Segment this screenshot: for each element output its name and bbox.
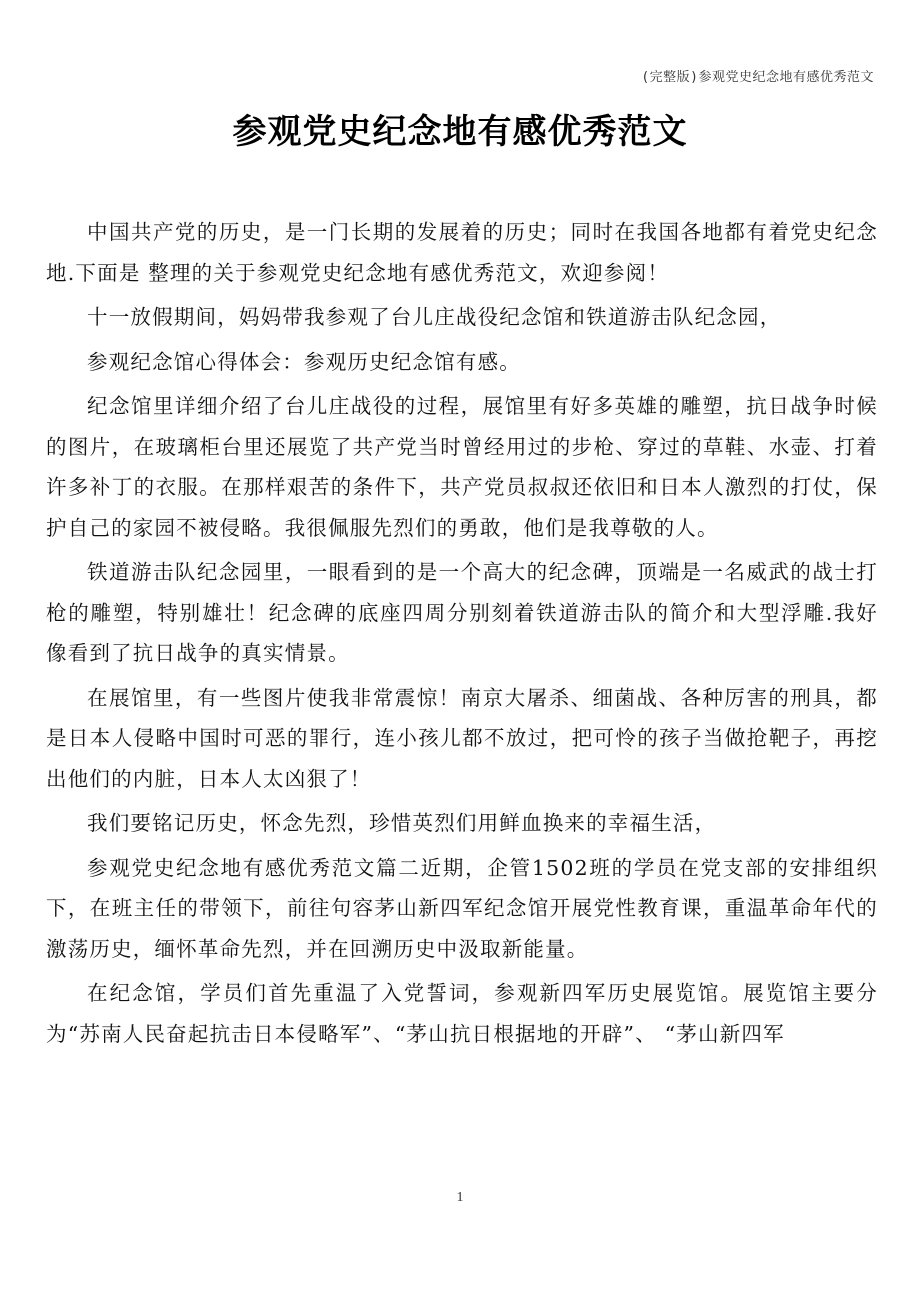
paragraph: 在展馆里，有一些图片使我非常震惊！南京大屠杀、细菌战、各种厉害的刑具，都是日本人侵略中国时可恶的罪行，连小孩儿都不放过，把可怜的孩子当做抢靶子，再挖出他们的内脏，日本人太凶狠了！ <box>46 685 878 791</box>
paragraph: 参观纪念馆心得体会：参观历史纪念馆有感。 <box>87 349 521 374</box>
paragraph: 在纪念馆，学员们首先重温了入党誓词，参观新四军历史展览馆。展览馆主要分为“苏南人民奋起抗击日本侵略军”、“茅山抗日根据地的开辟”、 “茅山新四军 <box>46 981 878 1046</box>
document-body <box>46 212 878 1058</box>
paragraph: 纪念馆里详细介绍了台儿庄战役的过程，展馆里有好多英雄的雕塑，抗日战争时候的图片，在玻璃柜台里还展览了共产党当时曾经用过的步枪、穿过的草鞋、水壶、打着许多补丁的衣服。在那样艰苦的条件下，共产党员叔叔还依旧和日本人激烈的打仗，保护自己的家园不被侵略。我很佩服先烈们的勇敢，他们是我尊敬的人。 <box>46 394 878 540</box>
document-title: 参观党史纪念地有感优秀范文 <box>232 112 688 152</box>
paragraph: 铁道游击队纪念园里，一眼看到的是一个高大的纪念碑，顶端是一名威武的战士打枪的雕塑，特别雄壮！纪念碑的底座四周分别刻着铁道游击队的简介和大型浮雕.我好像看到了抗日战争的真实情景。 <box>46 560 878 665</box>
page-number: 1 <box>456 1190 464 1205</box>
paragraph: 参观党史纪念地有感优秀范文篇二近期，企管1502班的学员在党支部的安排组织下，在班主任的带领下，前往句容茅山新四军纪念馆开展党性教育课，重温革命年代的激荡历史，缅怀革命先烈，并在回溯历史中汲取新能量。 <box>46 855 878 961</box>
paragraph: 十一放假期间，妈妈带我参观了台儿庄战役纪念馆和铁道游击队纪念园， <box>87 305 782 329</box>
running-header: (完整版)参观党史纪念地有感优秀范文 <box>641 70 874 85</box>
paragraph: 中国共产党的历史，是一门长期的发展着的历史；同时在我国各地都有着党史纪念地.下面是 整理的关于参观党史纪念地有感优秀范文，欢迎参阅！ <box>46 220 878 285</box>
paragraph: 我们要铭记历史，怀念先烈，珍惜英烈们用鲜血换来的幸福生活， <box>87 811 717 835</box>
